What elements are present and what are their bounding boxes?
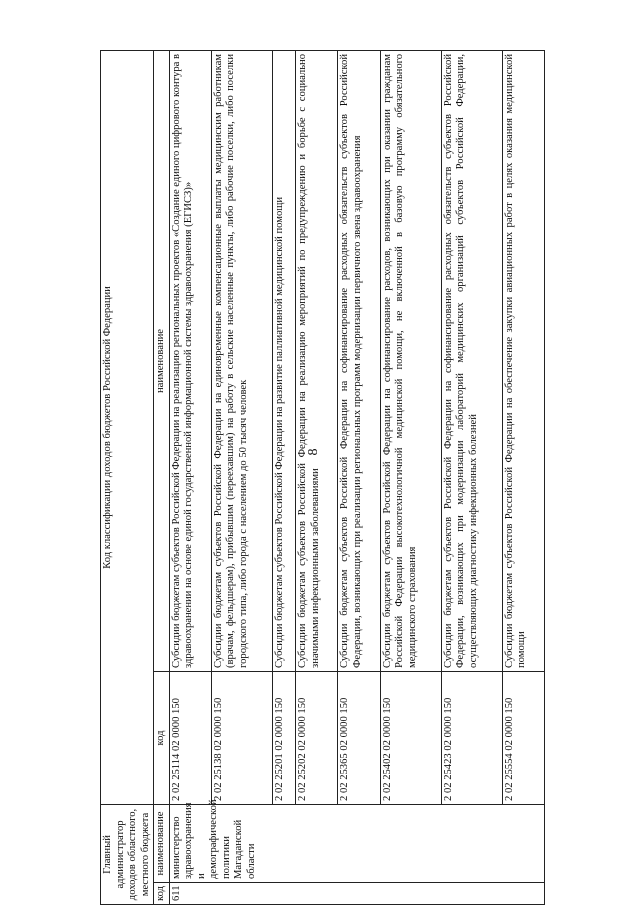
header-group-row: [101, 51, 154, 905]
table-body: [169, 51, 545, 905]
code-cell: 2 02 25554 02 0000 150: [502, 671, 544, 804]
table-row: [502, 51, 544, 905]
code-cell: 2 02 25114 02 0000 150: [169, 671, 211, 804]
code-name-cell: Субсидии бюджетам субъектов Российской Федерации на обеспечение закупки авиационных работ в целях оказания медицинской помощи: [502, 51, 544, 672]
header-col-code-name: наименование: [154, 51, 170, 672]
table-row: [211, 51, 272, 905]
code-name-cell: Субсидии бюджетам субъектов Российской Федерации на развитие паллиативной медицинской помощи: [272, 51, 295, 672]
table-row: [380, 51, 441, 905]
code-cell: 2 02 25402 02 0000 150: [380, 671, 441, 804]
code-cell: 2 02 25423 02 0000 150: [441, 671, 502, 804]
revenue-classification-table: [100, 50, 545, 905]
header-col-code: код: [154, 671, 170, 804]
page-number: 8: [306, 448, 321, 456]
code-cell: 2 02 25365 02 0000 150: [338, 671, 380, 804]
header-columns-row: [154, 51, 170, 905]
rotated-table-container: [100, 50, 545, 905]
table-row: [296, 51, 338, 905]
header-col-admin-name: наименование: [154, 804, 170, 882]
admin-kod-cell: 611: [169, 883, 545, 905]
code-name-cell: Субсидии бюджетам субъектов Российской Федерации на реализацию мероприятий по предупреждению и борьбе с социально значимыми инфекционными заболеваниями: [296, 51, 338, 672]
table-row: [169, 51, 211, 905]
admin-name-cell: министерство здравоохранения и демографической политики Магаданской области: [169, 804, 545, 882]
code-name-cell: Субсидии бюджетам субъектов Российской Федерации на реализацию региональных проектов «Создание единого цифрового контура в здравоохранении на основе единой государственной информационной системы здравоохранения (ЕГИСЗ)»: [169, 51, 211, 672]
code-name-cell: Субсидии бюджетам субъектов Российской Федерации на единовременные компенсационные выплаты медицинским работникам (врачам, фельдшерам), прибывшим (переехавшим) на работу в сельские населенные пункты, либо рабочие поселки, либо поселки городского типа, либо города с населением до 50 тысяч человек: [211, 51, 272, 672]
header-classification-group: Код классификации доходов бюджетов Российской Федерации: [101, 51, 154, 805]
header-admin-group: Главный администратор доходов областного, местного бюджета: [101, 804, 154, 904]
code-name-cell: Субсидии бюджетам субъектов Российской Федерации на софинансирование расходов, возникающих при оказании гражданам Российской Федерации высокотехнологичной медицинской помощи, не включенной в базовую программу обязательного медицинского страхования: [380, 51, 441, 672]
code-cell: 2 02 25138 02 0000 150: [211, 671, 272, 804]
header-col-kod: код: [154, 883, 170, 905]
table-row: [272, 51, 295, 905]
code-cell: 2 02 25201 02 0000 150: [272, 671, 295, 804]
table-row: [441, 51, 502, 905]
code-name-cell: Субсидии бюджетам субъектов Российской Федерации на софинансирование расходных обязательств субъектов Российской Федерации, возникающих при модернизации лабораторий медицинских организаций субъектов Российской Федерации, осуществляющих диагностику инфекционных болезней: [441, 51, 502, 672]
code-name-cell: Субсидии бюджетам субъектов Российской Федерации на софинансирование расходных обязательств субъектов Российской Федерации, возникающих при реализации региональных программ модернизации первичного звена здравоохранения: [338, 51, 380, 672]
code-cell: 2 02 25202 02 0000 150: [296, 671, 338, 804]
table-row: [338, 51, 380, 905]
